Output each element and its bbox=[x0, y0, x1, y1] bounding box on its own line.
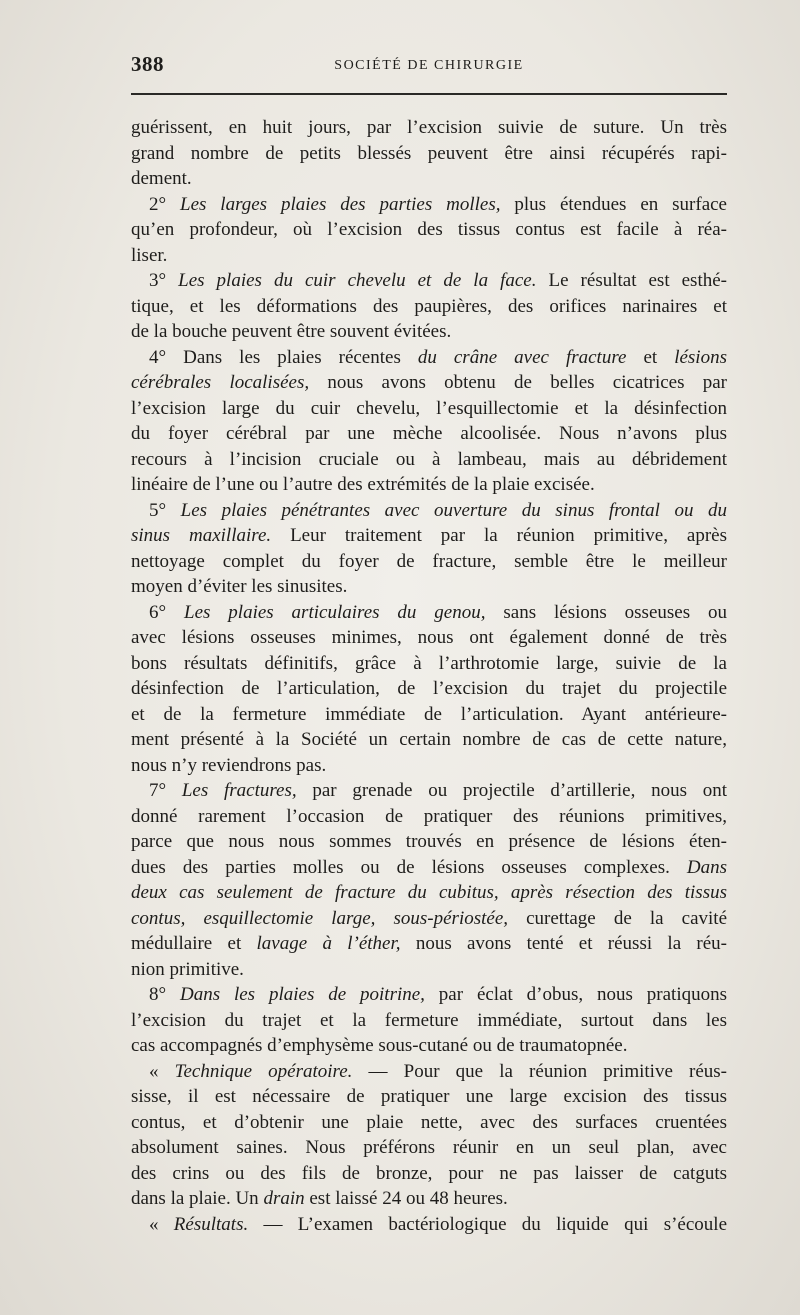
text-span: recours à l’incision cruciale ou à lambeau, mais au débridement bbox=[131, 448, 727, 470]
text-span: 5° bbox=[149, 499, 181, 521]
text-span: dement. bbox=[131, 168, 192, 189]
italic-text: sinus maxillaire. bbox=[131, 525, 272, 546]
italic-text: Dans bbox=[686, 856, 727, 878]
text-line bbox=[131, 702, 727, 728]
text-span: l’excision large du cuir chevelu, l’esquillectomie et la désinfection bbox=[131, 397, 727, 419]
italic-text: du crâne avec fracture bbox=[417, 346, 627, 368]
text-span: nion primitive. bbox=[131, 958, 244, 980]
text-line bbox=[131, 115, 727, 141]
text-line bbox=[131, 880, 727, 906]
text-span: du foyer cérébral par une mèche alcoolisée. Nous n’avons plus bbox=[131, 423, 727, 444]
text-line bbox=[131, 141, 727, 167]
text-span: linéaire de l’une ou l’autre des extrémités de la plaie excisée. bbox=[131, 474, 595, 495]
text-span: de la bouche peuvent être souvent évitées. bbox=[131, 321, 452, 342]
italic-text: deux cas seulement de fracture du cubitus, après résection des tissus bbox=[131, 882, 727, 903]
text-span: avec lésions osseuses minimes, nous ont également donné de très bbox=[131, 627, 727, 648]
text-line bbox=[131, 931, 727, 957]
text-line bbox=[131, 1212, 727, 1238]
italic-text: lavage à l’éther, bbox=[256, 933, 401, 954]
text-span: 4° Dans les plaies récentes bbox=[149, 346, 418, 368]
italic-text: lésions bbox=[674, 346, 727, 368]
text-span: sans lésions osseuses ou bbox=[485, 601, 727, 623]
text-line bbox=[131, 243, 727, 269]
text-line bbox=[131, 192, 727, 218]
text-line bbox=[131, 166, 727, 192]
text-line bbox=[131, 957, 727, 983]
text-span: cas accompagnés d’emphysème sous-cutané ou de traumatopnée. bbox=[131, 1035, 628, 1056]
italic-text: cérébrales localisées, bbox=[131, 372, 310, 393]
text-line bbox=[131, 625, 727, 651]
text-span: guérissent, en huit jours, par l’excision suivie de suture. Un très bbox=[131, 117, 727, 138]
italic-text: Les fractures, bbox=[181, 780, 297, 801]
text-span: dans la plaie. Un bbox=[131, 1188, 264, 1209]
italic-text: Les plaies articulaires du genou, bbox=[184, 601, 486, 623]
running-head: SOCIÉTÉ DE CHIRURGIE bbox=[334, 58, 524, 73]
text-line bbox=[131, 855, 727, 881]
text-span: 6° bbox=[149, 601, 184, 623]
text-span: curettage de la cavité bbox=[508, 907, 727, 929]
text-span: 7° bbox=[149, 780, 182, 801]
text-span: liser. bbox=[131, 244, 168, 266]
body-text bbox=[131, 115, 727, 1237]
text-span: nettoyage complet du foyer de fracture, semble être le meilleur bbox=[131, 550, 727, 572]
text-line bbox=[131, 421, 727, 447]
italic-text: Les plaies du cuir chevelu et de la face. bbox=[178, 270, 537, 291]
header-rule bbox=[131, 93, 727, 95]
text-line bbox=[131, 804, 727, 830]
italic-text: Technique opératoire. bbox=[174, 1060, 353, 1082]
italic-text: Les plaies pénétrantes avec ouverture du sinus frontal ou du bbox=[180, 499, 727, 521]
text-span: moyen d’éviter les sinusites. bbox=[131, 576, 348, 597]
italic-text: drain bbox=[263, 1188, 305, 1209]
text-line bbox=[131, 1161, 727, 1187]
text-line bbox=[131, 1186, 727, 1212]
text-span: parce que nous nous sommes trouvés en présence de lésions éten- bbox=[131, 831, 727, 852]
text-span: des crins ou des fils de bronze, pour ne pas laisser de catguts bbox=[131, 1162, 727, 1184]
text-span: par éclat d’obus, nous pratiquons bbox=[424, 984, 727, 1005]
text-line bbox=[131, 1110, 727, 1136]
text-line bbox=[131, 319, 727, 345]
text-span: et bbox=[626, 346, 675, 368]
text-span: par grenade ou projectile d’artillerie, nous ont bbox=[296, 780, 727, 801]
text-line bbox=[131, 345, 727, 371]
text-span: grand nombre de petits blessés peuvent être ainsi récupérés rapi- bbox=[131, 142, 727, 164]
text-span: l’excision du trajet et la fermeture immédiate, surtout dans les bbox=[131, 1009, 727, 1031]
text-span: est laissé 24 ou 48 heures. bbox=[304, 1188, 508, 1209]
text-span: dues des parties molles ou de lésions osseuses complexes. bbox=[131, 856, 687, 878]
text-line bbox=[131, 778, 727, 804]
text-line bbox=[131, 600, 727, 626]
text-line bbox=[131, 753, 727, 779]
text-span: qu’en profondeur, où l’excision des tissus contus est facile à réa- bbox=[131, 219, 727, 240]
page-header bbox=[131, 52, 727, 82]
text-span: tique, et les déformations des paupières, des orifices narinaires et bbox=[131, 295, 727, 317]
text-span: Leur traitement par la réunion primitive, après bbox=[271, 525, 727, 546]
text-line bbox=[131, 294, 727, 320]
text-line bbox=[131, 1008, 727, 1034]
text-line bbox=[131, 447, 727, 473]
text-span: 8° bbox=[149, 984, 180, 1005]
text-span: contus, et d’obtenir une plaie nette, avec des surfaces cruentées bbox=[131, 1111, 727, 1133]
text-span: bons résultats définitifs, grâce à l’arthrotomie large, suivie de la bbox=[131, 652, 727, 674]
text-span: sisse, il est nécessaire de pratiquer une large excision des tissus bbox=[131, 1086, 727, 1107]
text-line bbox=[131, 498, 727, 524]
text-span: « bbox=[149, 1213, 174, 1235]
text-line bbox=[131, 268, 727, 294]
text-span: nous avons obtenu de belles cicatrices par bbox=[309, 372, 728, 393]
text-span: désinfection de l’articulation, de l’excision du trajet du projectile bbox=[131, 678, 727, 699]
text-line bbox=[131, 1084, 727, 1110]
text-span: — Pour que la réunion primitive réus- bbox=[352, 1060, 727, 1082]
text-span: absolument saines. Nous préférons réunir en un seul plan, avec bbox=[131, 1137, 727, 1158]
text-span: et de la fermeture immédiate de l’articulation. Ayant antérieure- bbox=[131, 703, 727, 725]
text-line bbox=[131, 574, 727, 600]
text-line bbox=[131, 523, 727, 549]
text-span: médullaire et bbox=[131, 933, 257, 954]
text-span: 2° bbox=[149, 193, 180, 215]
text-span: Le résultat est esthé- bbox=[536, 270, 727, 291]
text-line bbox=[131, 549, 727, 575]
text-line bbox=[131, 1033, 727, 1059]
text-span: — L’examen bactériologique du liquide qui s’écoule bbox=[248, 1213, 728, 1235]
text-line bbox=[131, 217, 727, 243]
text-line bbox=[131, 472, 727, 498]
text-line bbox=[131, 370, 727, 396]
text-span: donné rarement l’occasion de pratiquer des réunions primitives, bbox=[131, 805, 727, 827]
text-span: ment présenté à la Société un certain nombre de cas de cette nature, bbox=[131, 729, 727, 750]
text-line bbox=[131, 982, 727, 1008]
text-span: nous n’y reviendrons pas. bbox=[131, 754, 327, 776]
italic-text: Dans les plaies de poitrine, bbox=[179, 984, 425, 1005]
italic-text: contus, esquillectomie large, sous-périostée, bbox=[131, 907, 509, 929]
text-span: plus étendues en surface bbox=[500, 193, 727, 215]
text-line bbox=[131, 727, 727, 753]
text-line bbox=[131, 651, 727, 677]
text-span: 3° bbox=[149, 270, 179, 291]
text-line bbox=[131, 829, 727, 855]
text-span: nous avons tenté et réussi la réu- bbox=[400, 933, 727, 954]
text-line bbox=[131, 1135, 727, 1161]
italic-text: Résultats. bbox=[173, 1213, 249, 1235]
text-line bbox=[131, 906, 727, 932]
page-number: 388 bbox=[131, 52, 164, 76]
text-line bbox=[131, 676, 727, 702]
text-line bbox=[131, 1059, 727, 1085]
italic-text: Les larges plaies des parties molles, bbox=[180, 193, 501, 215]
text-span: « bbox=[149, 1060, 175, 1082]
text-line bbox=[131, 396, 727, 422]
